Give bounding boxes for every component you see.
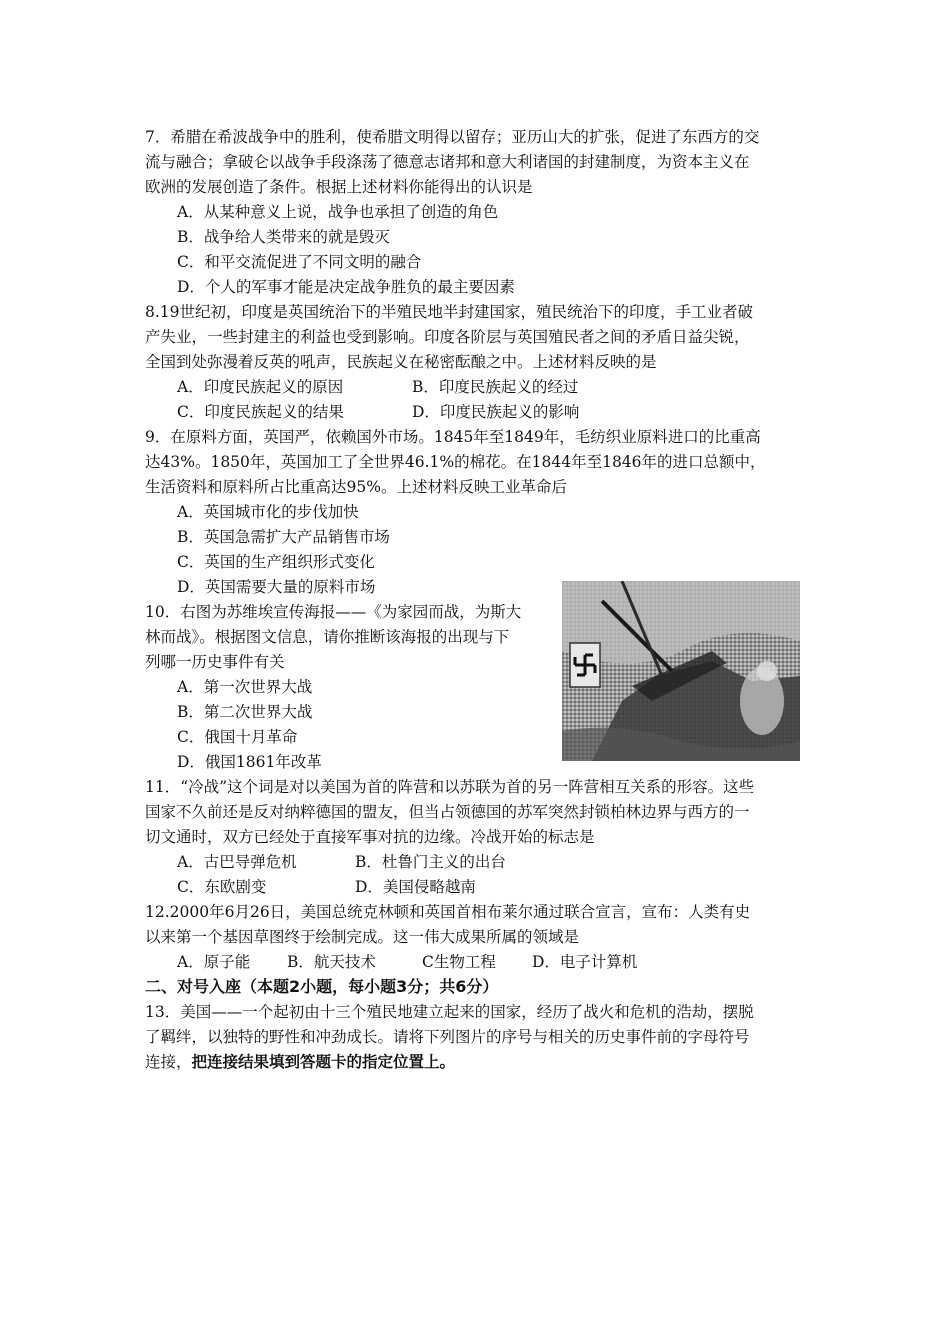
q12-option-c: C生物工程 [422,953,496,971]
section-2-heading: 二、对号入座（本题2小题，每小题3分；共6分） [145,977,499,996]
q10-option-d: D．俄国1861年改革 [177,753,322,771]
q10-option-a: A．第一次世界大战 [177,678,313,696]
q7-stem-line-1: 7．希腊在希波战争中的胜利，使希腊文明得以留存；亚历山大的扩张，促进了东西方的交 [145,128,760,146]
q10-stem-line-2: 林而战》。根据图文信息，请你推断该海报的出现与下 [145,628,510,646]
q10-stem-line-3: 列哪一历史事件有关 [145,653,285,671]
q8-option-d: D．印度民族起义的影响 [412,403,580,421]
q8-stem-line-1: 8.19世纪初，印度是英国统治下的半殖民地半封建国家，殖民统治下的印度，手工业者破 [145,303,754,321]
q11-option-b: B．杜鲁门主义的出台 [355,853,506,871]
q13-stem-line-2: 了羁绊，以独特的野性和冲劲成长。请将下列图片的序号与相关的历史事件前的字母符号 [145,1028,750,1046]
q7-option-b: B．战争给人类带来的就是毁灭 [177,228,390,246]
q8-option-a: A．印度民族起义的原因 [177,378,344,396]
q13-stem-prefix: 连接， [145,1053,192,1071]
q13-instruction-bold: 把连接结果填到答题卡的指定位置上。 [191,1053,456,1071]
q9-option-c: C．英国的生产组织形式变化 [177,553,375,571]
q9-option-b: B．英国急需扩大产品销售市场 [177,528,390,546]
q7-stem-line-2: 流与融合；拿破仑以战争手段涤荡了德意志诸邦和意大利诸国的封建制度，为资本主义在 [145,153,750,171]
q12-option-a: A．原子能 [177,953,251,971]
q9-stem-line-3: 生活资料和原料所占比重高达95%。上述材料反映工业革命后 [145,478,567,496]
q7-option-a: A．从某种意义上说，战争也承担了创造的角色 [177,203,499,221]
q10-option-b: B．第二次世界大战 [177,703,313,721]
q10-option-c: C．俄国十月革命 [177,728,298,746]
q8-stem-line-2: 产失业，一些封建主的利益也受到影响。印度各阶层与英国殖民者之间的矛盾日益尖锐， [145,328,750,346]
q12-stem-line-2: 以来第一个基因草图终于绘制完成。这一伟大成果所属的领域是 [145,928,580,946]
q7-option-d: D．个人的军事才能是决定战争胜负的最主要因素 [177,278,515,296]
q11-option-a: A．古巴导弹危机 [177,853,297,871]
q8-stem-line-3: 全国到处弥漫着反英的吼声，民族起义在秘密酝酿之中。上述材料反映的是 [145,353,657,371]
q9-option-a: A．英国城市化的步伐加快 [177,503,359,521]
q8-option-c: C．印度民族起义的结果 [177,403,344,421]
q11-option-c: C．东欧剧变 [177,878,267,896]
q11-stem-line-1: 11．“冷战”这个词是对以美国为首的阵营和以苏联为首的另一阵营相互关系的形容。这些 [145,778,755,796]
q12-stem-line-1: 12.2000年6月26日，美国总统克林顿和英国首相布莱尔通过联合宣言，宣布：人类有史 [145,903,751,921]
q9-option-d: D．英国需要大量的原料市场 [177,578,376,596]
q7-option-c: C．和平交流促进了不同文明的融合 [177,253,422,271]
soviet-poster-image [562,581,800,761]
q7-stem-line-3: 欧洲的发展创造了条件。根据上述材料你能得出的认识是 [145,178,533,196]
q11-stem-line-2: 国家不久前还是反对纳粹德国的盟友，但当占领德国的苏军突然封锁柏林边界与西方的一 [145,803,750,821]
q10-stem-line-1: 10．右图为苏维埃宣传海报——《为家园而战，为斯大 [145,603,522,621]
q12-option-d: D．电子计算机 [532,953,638,971]
q9-stem-line-2: 达43%。1850年，英国加工了全世界46.1%的棉花。在1844年至1846年的进口总额中， [145,453,766,471]
q13-stem-line-1: 13．美国——一个起初由十三个殖民地建立起来的国家，经历了战火和危机的浩劫，摆脱 [145,1003,754,1021]
q8-option-b: B．印度民族起义的经过 [412,378,579,396]
q11-option-d: D．美国侵略越南 [355,878,476,896]
q13-stem-line-3 [145,1051,455,1073]
q12-option-b: B．航天技术 [287,953,376,971]
q9-stem-line-1: 9．在原料方面，英国严，依赖国外市场。1845年至1849年，毛纺织业原料进口的比重高 [145,428,761,446]
q11-stem-line-3: 切文通时，双方已经处于直接军事对抗的边缘。冷战开始的标志是 [145,828,595,846]
